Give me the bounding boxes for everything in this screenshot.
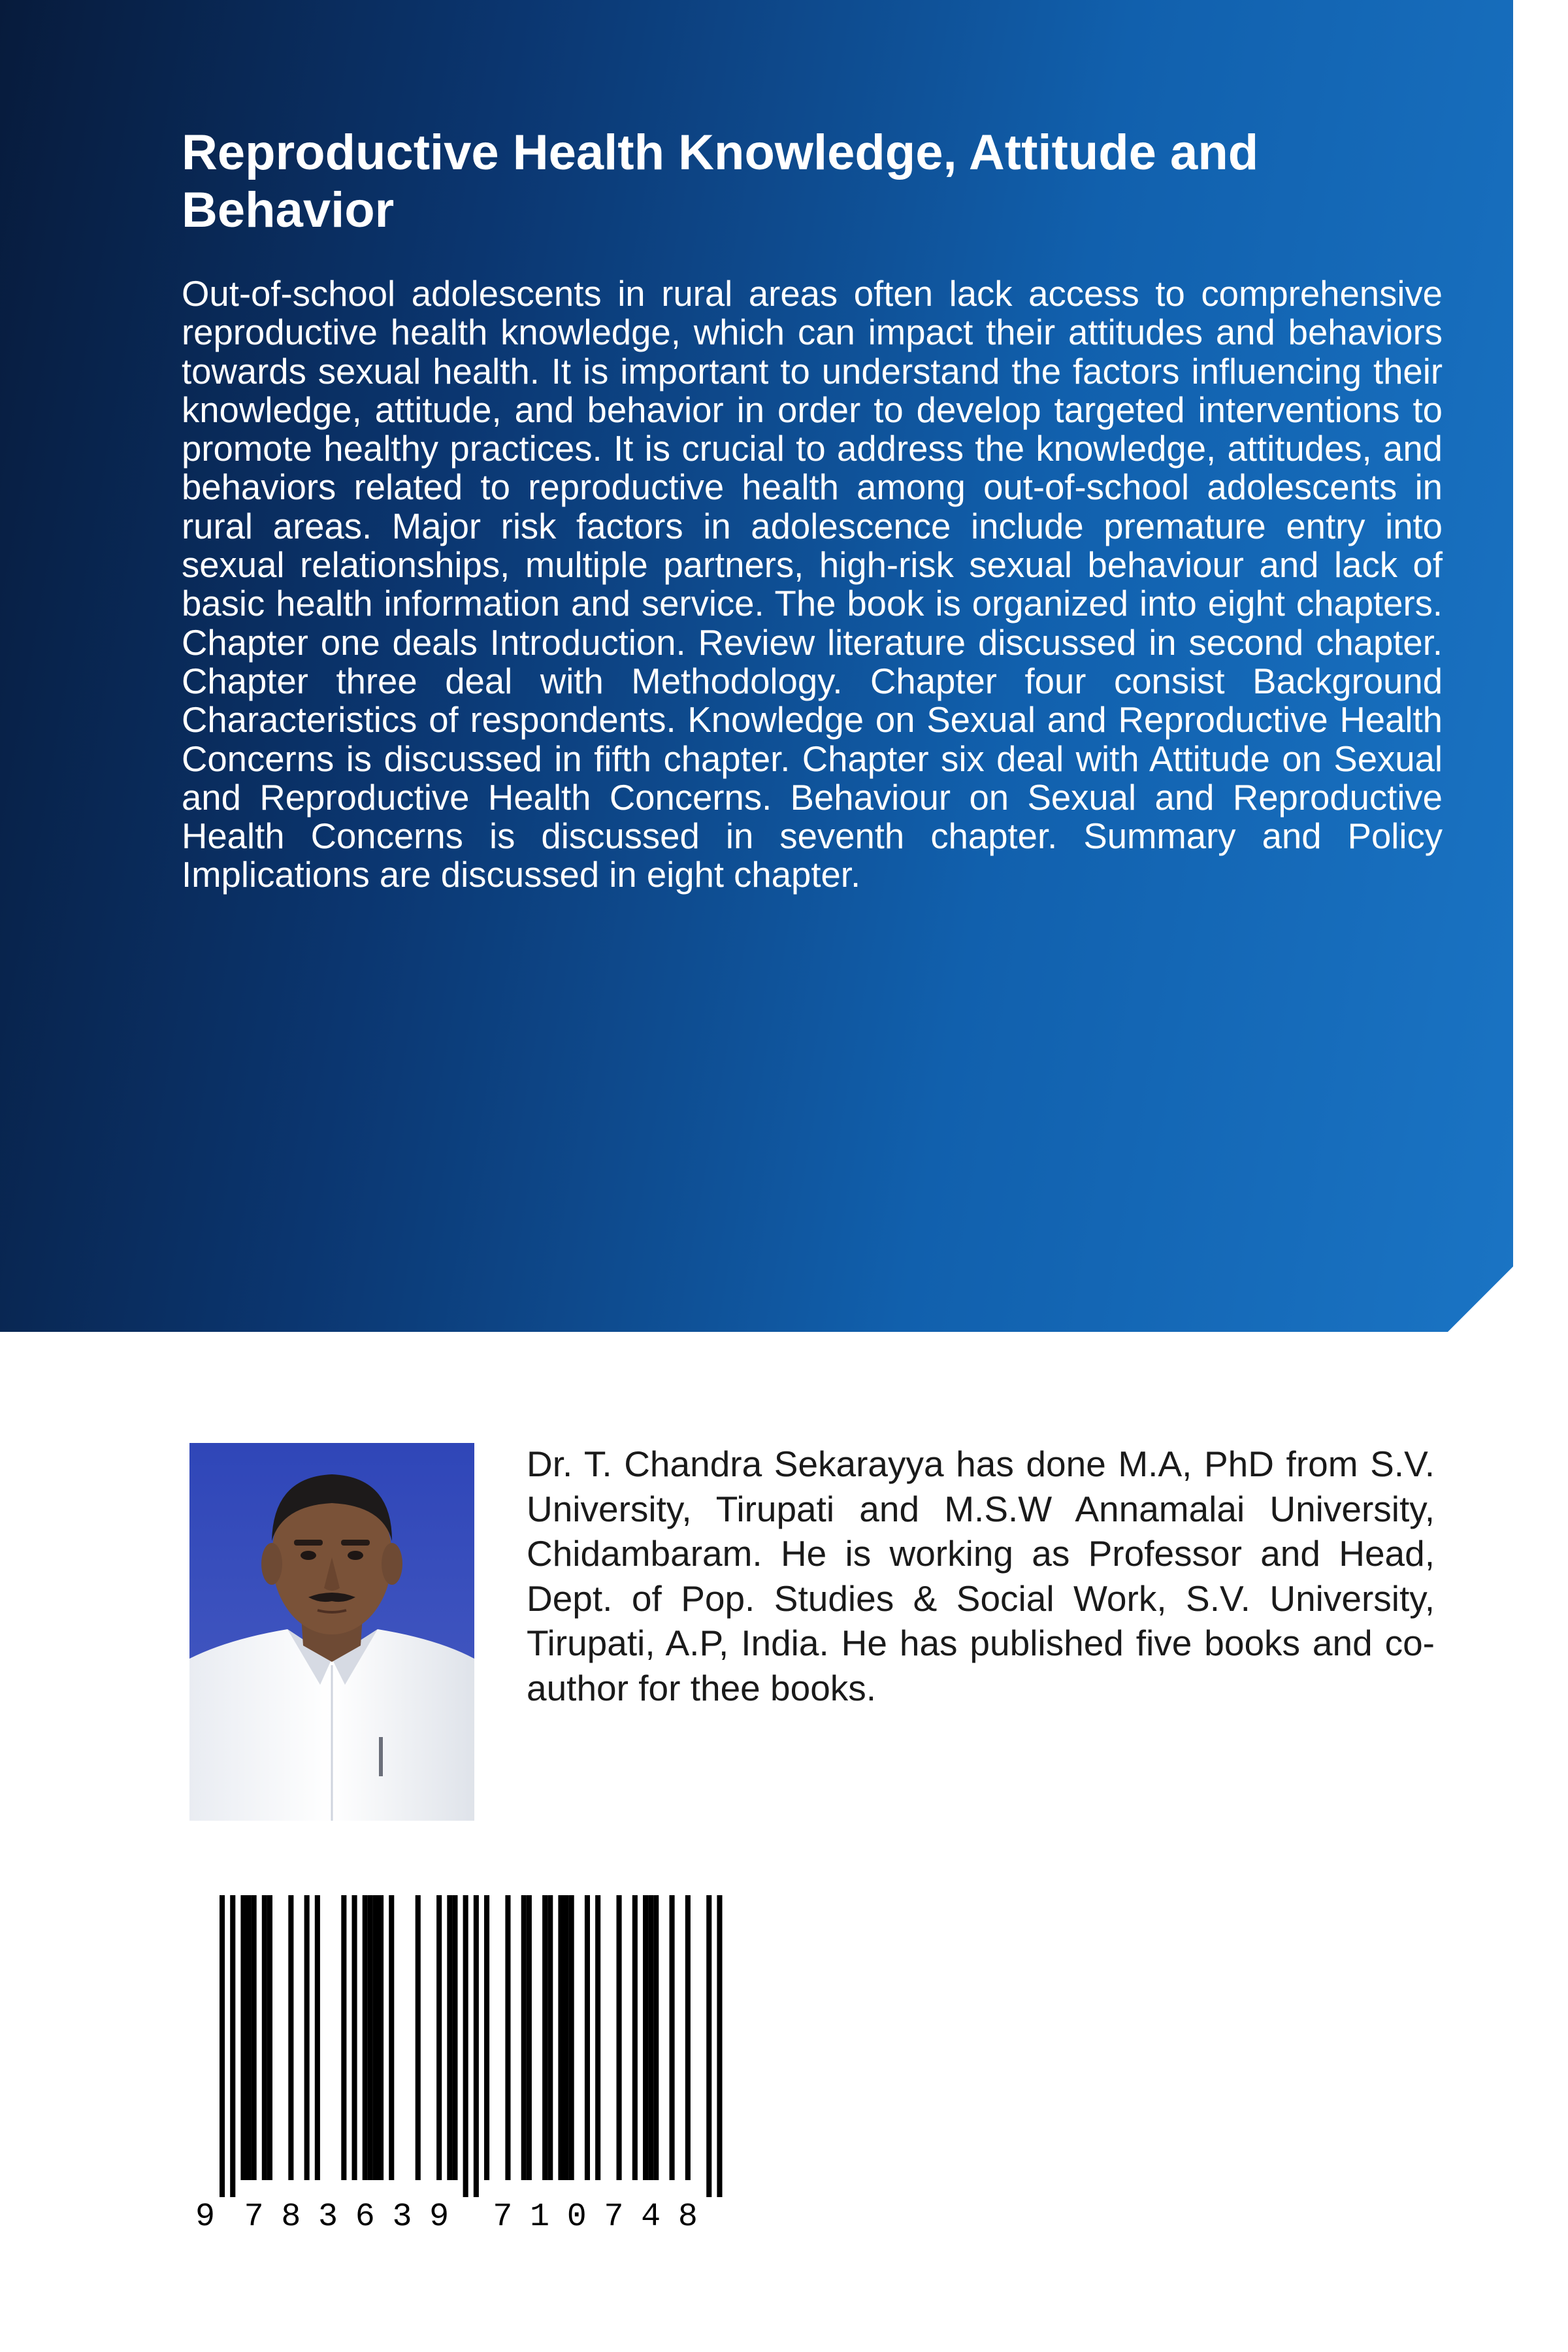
barcode-bar — [368, 1895, 373, 2180]
barcode-bar — [267, 1895, 272, 2180]
author-bio: Dr. T. Chandra Sekarayya has done M.A, PhD from S.V. University, Tirupati and M.S.W Annamalai University, Chidambaram. He is working as Professor and Head, Dept. of Pop. Studies & Social Work, S.V. University, Tirupati, A.P, India. He has published five books and co-author for thee books. — [527, 1444, 1435, 1708]
barcode-digit: 7 — [604, 2198, 624, 2235]
barcode-bar — [643, 1895, 648, 2180]
barcode-digit: 6 — [355, 2198, 375, 2235]
barcode-bar — [617, 1895, 622, 2180]
barcode-bar — [558, 1895, 563, 2180]
barcode-bar — [463, 1895, 468, 2197]
barcode-bar — [373, 1895, 378, 2180]
barcode-bar — [220, 1895, 225, 2197]
barcode-bar — [685, 1895, 691, 2180]
barcode-bar — [447, 1895, 452, 2180]
barcode-digit: 7 — [244, 2198, 264, 2235]
barcode-bar — [315, 1895, 320, 2180]
barcode-bar — [595, 1895, 600, 2180]
barcode-bar — [542, 1895, 547, 2180]
barcode-bar — [389, 1895, 394, 2180]
book-title: Reproductive Health Knowledge, Attitude and Behavior — [182, 125, 1259, 238]
barcode-bar — [416, 1895, 421, 2180]
barcode-bar — [521, 1895, 527, 2180]
barcode-bar — [547, 1895, 553, 2180]
barcode-bar — [304, 1895, 310, 2180]
barcode-digit: 1 — [530, 2198, 550, 2235]
barcode-bar — [717, 1895, 722, 2197]
barcode-digit: 9 — [429, 2198, 449, 2235]
barcode-digit: 8 — [281, 2198, 301, 2235]
barcode-bar — [252, 1895, 257, 2180]
barcode-bar — [569, 1895, 574, 2180]
barcode-bar — [585, 1895, 590, 2180]
barcode-bar — [653, 1895, 659, 2180]
barcode-digit: 3 — [392, 2198, 412, 2235]
barcode-bar — [670, 1895, 675, 2180]
barcode-bar — [706, 1895, 711, 2197]
author-photo — [189, 1443, 474, 1821]
barcode-bar — [484, 1895, 489, 2180]
barcode-bar — [378, 1895, 384, 2180]
barcode-bar — [564, 1895, 569, 2180]
book-description: Out-of-school adolescents in rural areas often lack access to comprehensive reproductive health knowledge, which can impact their attitudes and behaviors towards sexual health. It is important to understand the factors influencing their knowledge, attitude, and behavior in order to develop targeted interventions to promote healthy practices. It is crucial to address the knowledge, attitudes, and behaviors related to reproductive health among out-of-school adolescents in rural areas. Major risk factors in adolescence include premature entry into sexual relationships, multiple partners, high-risk sexual behaviour and lack of basic health information and service. The book is organized into eight chapters. Chapter one deals Introduction. Review literature discussed in second chapter. Chapter three deal with Methodology. Chapter four consist Background Characteristics of respondents. Knowledge on Sexual and Reproductive Health Concerns is discussed in fifth chapter. Chapter six deal with Attitude on Sexual and Reproductive Health Concerns. Behaviour on Sexual and Reproductive Health Concerns is discussed in seventh chapter. Summary and Policy Implications are discussed in eight chapter. — [182, 274, 1443, 895]
barcode-digit: 4 — [641, 2198, 661, 2235]
barcode-bar — [288, 1895, 293, 2180]
barcode-digit: 8 — [678, 2198, 698, 2235]
barcode-bar — [352, 1895, 357, 2180]
barcode-bar — [262, 1895, 267, 2180]
barcode-digit: 3 — [318, 2198, 338, 2235]
barcode-bar — [527, 1895, 532, 2180]
barcode-bar — [474, 1895, 479, 2197]
barcode-digit: 7 — [493, 2198, 513, 2235]
barcode-bar — [240, 1895, 246, 2180]
isbn-barcode — [193, 1895, 762, 2235]
barcode-bar — [452, 1895, 457, 2180]
barcode-bar — [363, 1895, 368, 2180]
barcode-bar — [246, 1895, 252, 2180]
barcode-bar — [648, 1895, 653, 2180]
barcode-bar — [230, 1895, 235, 2197]
barcode-bar — [505, 1895, 510, 2180]
barcode-bar — [436, 1895, 442, 2180]
barcode-digit: 9 — [195, 2198, 216, 2235]
barcode-digit: 0 — [566, 2198, 587, 2235]
barcode-bar — [341, 1895, 346, 2180]
barcode-bar — [632, 1895, 638, 2180]
